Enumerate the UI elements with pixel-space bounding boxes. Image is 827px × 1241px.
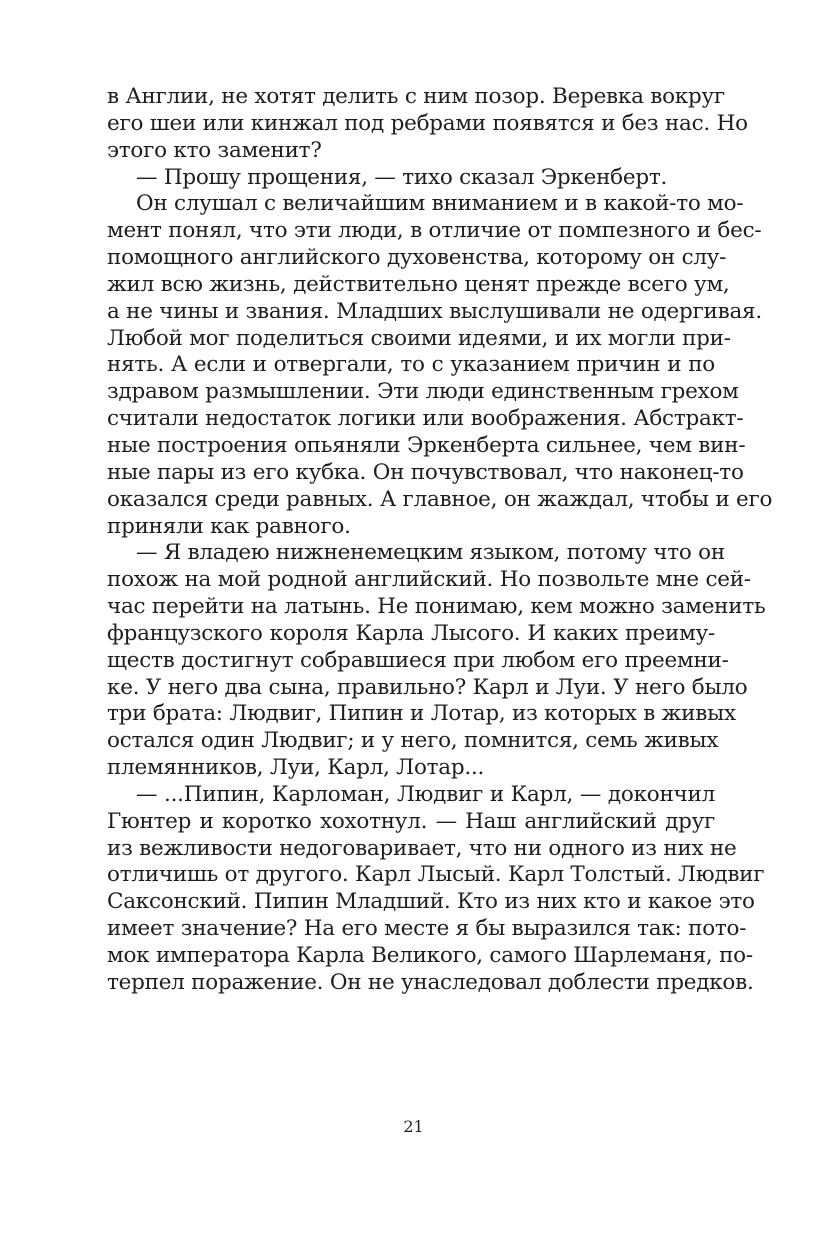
text-line: ные пары из его кубка. Он почувствовал, что наконец-то: [107, 459, 744, 485]
page-number: 21: [403, 1117, 424, 1136]
text-line: нять. А если и отвергали, то с указанием причин и по: [107, 352, 715, 378]
text-line: Саксонский. Пипин Младший. Кто из них кто и какое это: [107, 889, 755, 915]
text-line: три брата: Людвиг, Пипин и Лотар, из которых в живых: [107, 701, 736, 727]
text-line: остался один Людвиг; и у него, помнится, семь живых: [107, 728, 719, 754]
text-line: жил всю жизнь, действительно ценят прежде всего ум,: [107, 271, 730, 297]
text-line: Гюнтер и коротко хохотнул. — Наш английский друг: [107, 808, 715, 834]
text-line: похож на мой родной английский. Но позвольте мне сей-: [107, 567, 751, 593]
text-line: Любой мог поделиться своими идеями, и их могли при-: [107, 325, 731, 351]
text-line: его шеи или кинжал под ребрами появятся и без нас. Но: [107, 110, 748, 136]
text-line: помощного английского духовенства, которому он слу-: [107, 245, 727, 271]
text-line: час перейти на латынь. Не понимаю, кем можно заменить: [107, 594, 766, 620]
body-text: [107, 84, 773, 997]
text-line: отличишь от другого. Карл Лысый. Карл Толстый. Людвиг: [107, 862, 765, 888]
text-line: из вежливости недоговаривает, что ни одного из них не: [107, 835, 737, 861]
text-line: Он слушал с величайшим вниманием и в какой-то мо-: [136, 191, 744, 217]
text-line: — ...Пипин, Карломан, Людвиг и Карл, — докончил: [136, 781, 715, 807]
text-line: — Я владею нижненемецким языком, потому что он: [136, 540, 725, 566]
text-line: оказался среди равных. А главное, он жаждал, чтобы и его: [107, 486, 773, 512]
text-line: французского короля Карла Лысого. И каких преиму-: [107, 620, 715, 646]
text-line: в Англии, не хотят делить с ним позор. Веревка вокруг: [107, 84, 725, 109]
text-line: ществ достигнут собравшиеся при любом его преемни-: [107, 647, 729, 673]
text-line: этого кто заменит?: [107, 137, 322, 163]
text-line: ке. У него два сына, правильно? Карл и Луи. У него было: [107, 674, 748, 700]
text-line: мок императора Карла Великого, самого Шарлеманя, по-: [107, 943, 753, 968]
text-line: — Прошу прощения, — тихо сказал Эркенберт.: [136, 164, 668, 190]
text-line: терпел поражение. Он не унаследовал доблести предков.: [107, 969, 754, 995]
text-line: ные построения опьяняли Эркенберта сильнее, чем вин-: [107, 432, 746, 458]
text-line: мент понял, что эти люди, в отличие от помпезного и бес-: [107, 218, 762, 244]
text-line: приняли как равного.: [107, 513, 351, 539]
text-line: здравом размышлении. Эти люди единственным грехом: [107, 379, 739, 405]
text-line: а не чины и звания. Младших выслушивали не одергивая.: [107, 298, 762, 324]
text-line: считали недостаток логики или воображения. Абстракт-: [107, 406, 744, 432]
text-line: имеет значение? На его месте я бы выразился так: пото-: [107, 916, 747, 942]
text-line: племянников, Луи, Карл, Лотар...: [107, 755, 485, 781]
